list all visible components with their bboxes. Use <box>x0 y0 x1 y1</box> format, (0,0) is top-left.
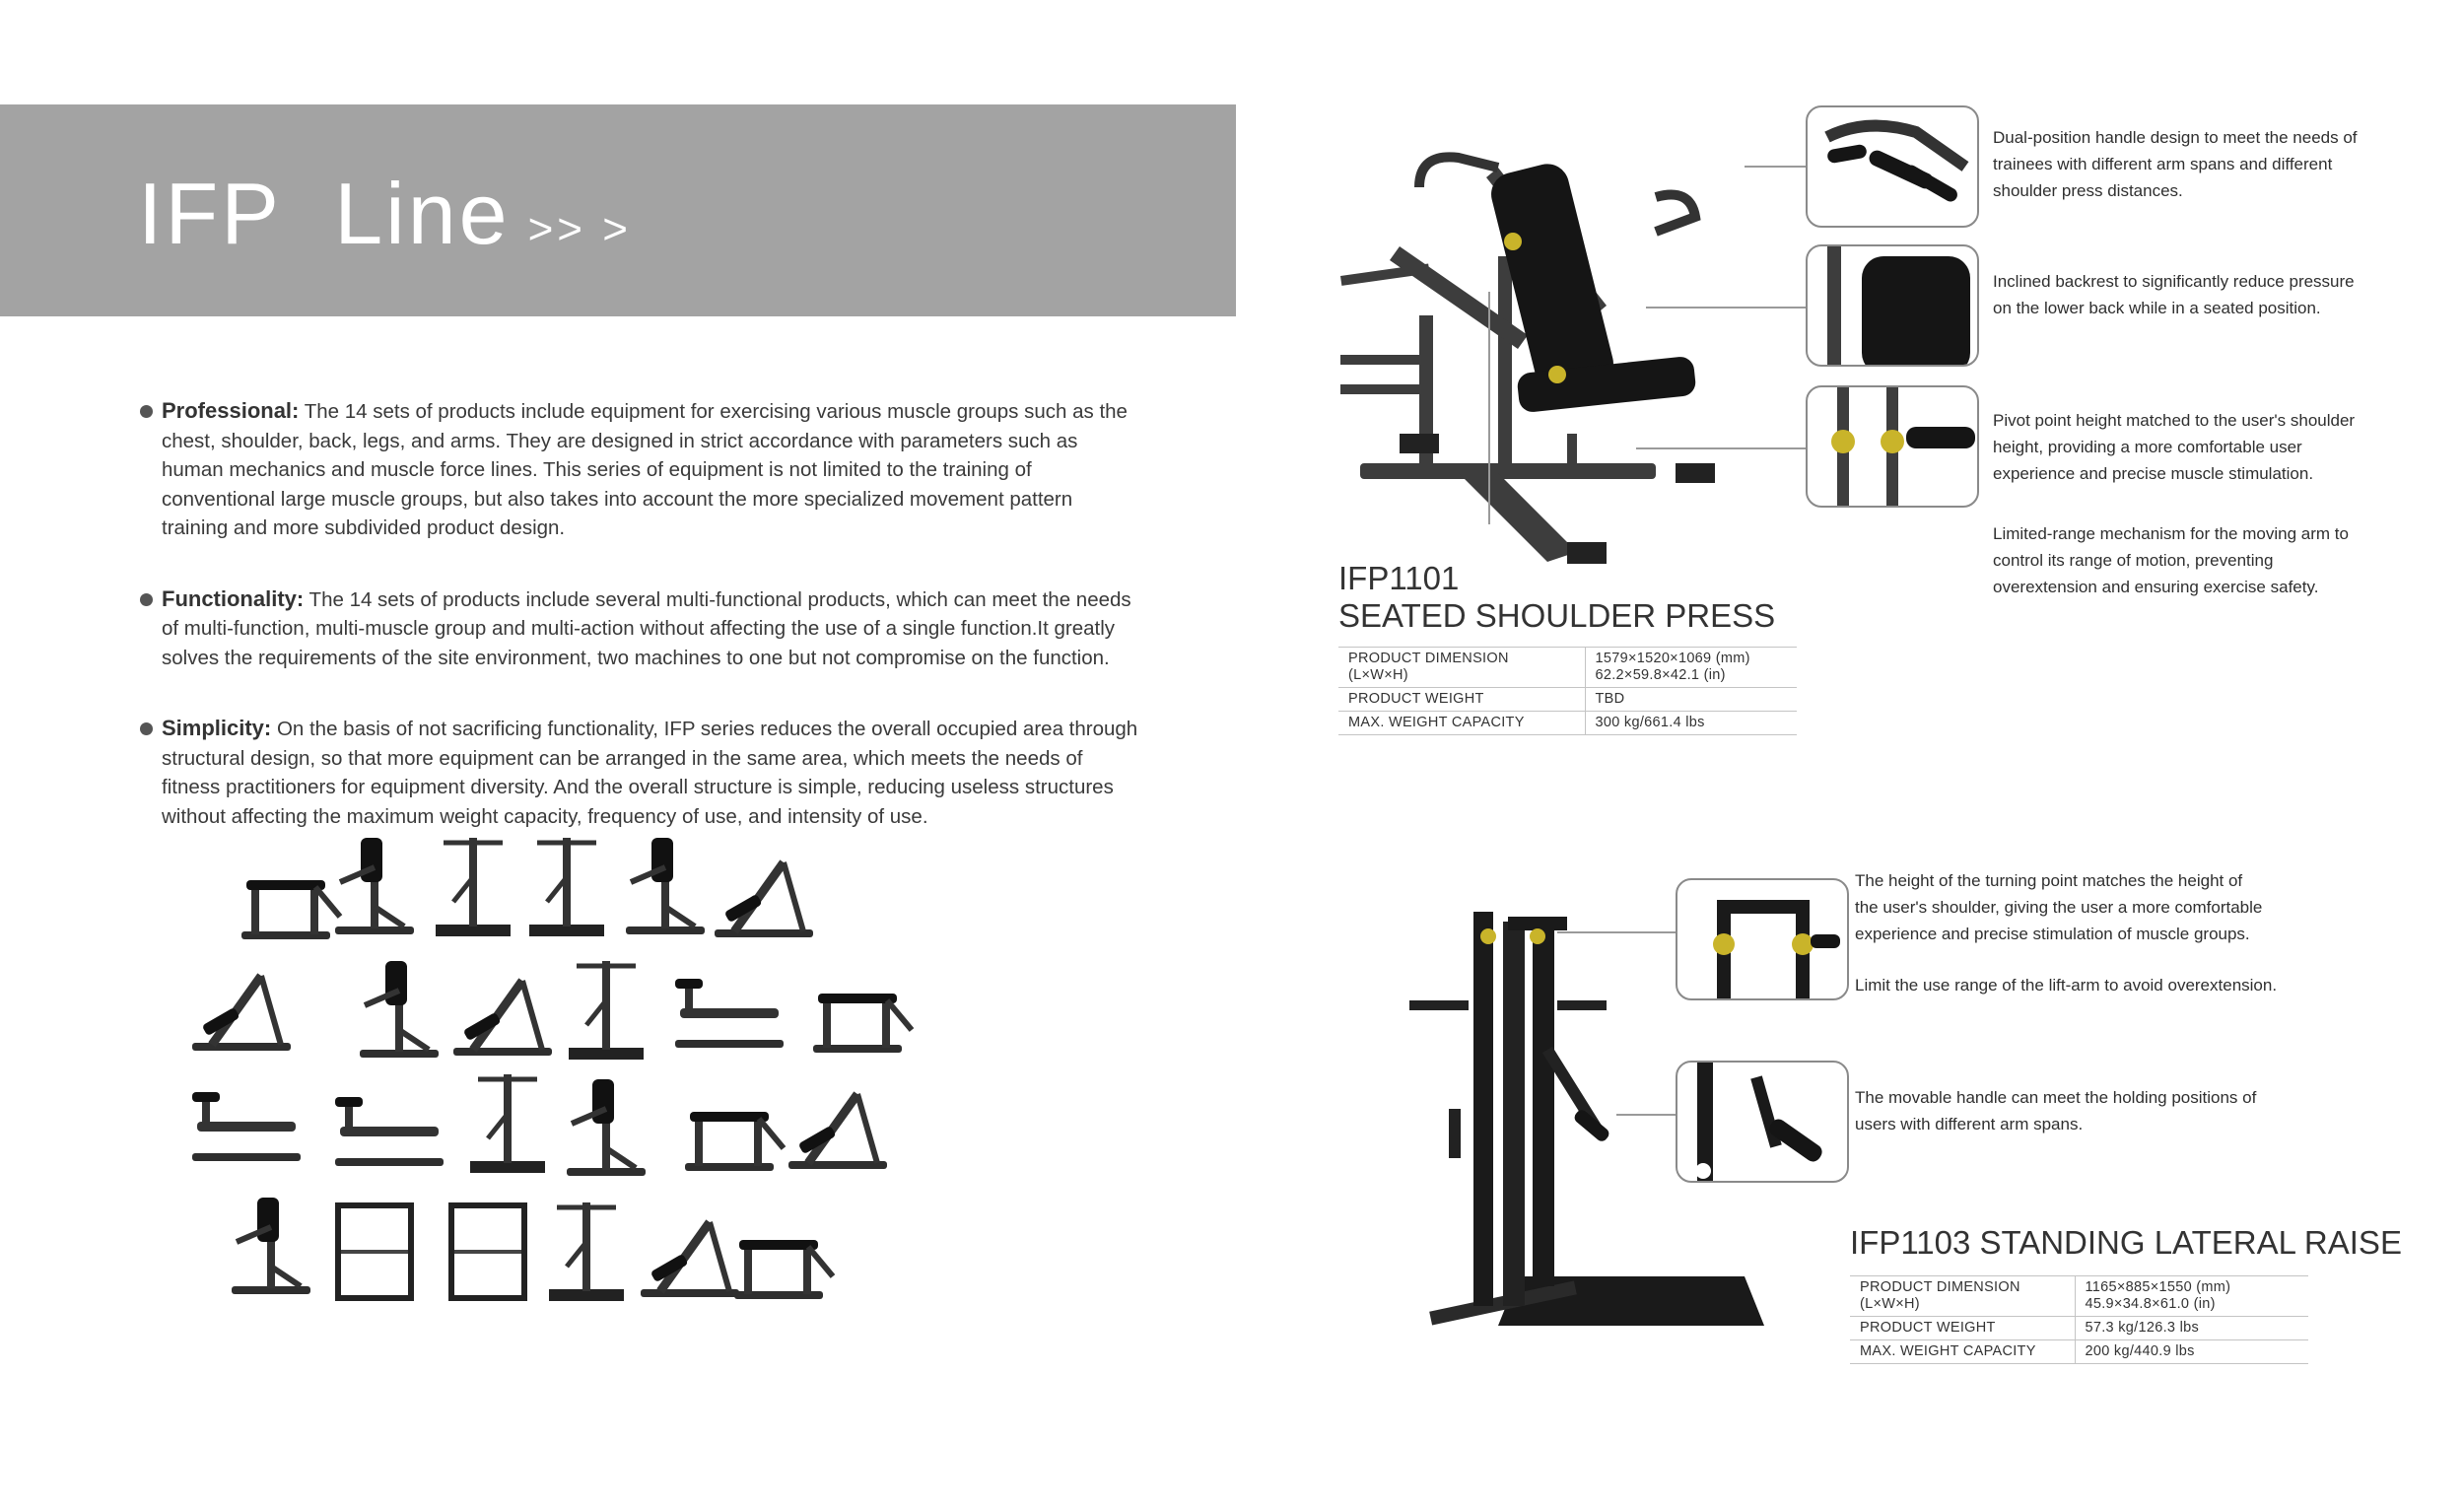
feature-text: The 14 sets of products include several multi-functional products, which can meet the needs of multi-function, multi-muscle group and multi-action without affecting the use of a single function.It greatly solves the requirements of the site environment, two machines to one but not compromise on the function. <box>162 587 1131 669</box>
banner-title-text: IFP Line <box>138 165 511 262</box>
callout-text-pivot: Pivot point height matched to the user's shoulder height, providing a more comfortable user experience and precise muscle stimulation. <box>1993 411 2356 483</box>
feature-list <box>138 396 1143 872</box>
spec-row <box>1850 1317 2308 1340</box>
spec-value <box>2075 1276 2308 1317</box>
bullet-dot-icon <box>140 405 153 418</box>
feature-simplicity <box>138 714 1143 831</box>
spec-label: PRODUCT WEIGHT <box>1850 1317 2075 1340</box>
spec-row <box>1338 648 1797 688</box>
spec-row <box>1850 1276 2308 1317</box>
banner-arrows: >> > <box>527 205 632 253</box>
leader-line <box>1646 307 1806 309</box>
callout-text-backrest: Inclined backrest to significantly reduce pressure on the lower back while in a seated position. <box>1993 272 2355 317</box>
feature-functionality <box>138 584 1143 673</box>
product-2-title: IFP1103 STANDING LATERAL RAISE <box>1850 1224 2402 1261</box>
spec-value: 300 kg/661.4 lbs <box>1585 712 1797 735</box>
spec-label-line: PRODUCT DIMENSION <box>1860 1279 2020 1295</box>
callout-text-handle-2: The movable handle can meet the holding positions of users with different arm spans. <box>1855 1088 2257 1133</box>
callout-text-pivot-2: The height of the turning point matches the height of the user's shoulder, giving the user a more comfortable experience and precise stimulation of muscle groups. <box>1855 871 2263 943</box>
spec-label: MAX. WEIGHT CAPACITY <box>1850 1340 2075 1364</box>
feature-lead: Simplicity: <box>162 716 272 740</box>
header-banner <box>0 104 1236 316</box>
spec-value: 200 kg/440.9 lbs <box>2075 1340 2308 1364</box>
detail-backrest-image <box>1806 244 1979 367</box>
seated-shoulder-press-image <box>1301 138 1774 572</box>
equipment-collage-image <box>187 838 1074 1419</box>
callout-text-handle: Dual-position handle design to meet the needs of trainees with different arm spans and different shoulder press distances. <box>1993 128 2358 200</box>
spec-row <box>1338 712 1797 735</box>
spec-label-line: (L×W×H) <box>1348 667 1408 683</box>
leader-line <box>1557 931 1676 933</box>
product-1-spec-table <box>1338 647 1797 735</box>
callout-text-limit: Limited-range mechanism for the moving arm to control its range of motion, preventing overextension and ensuring exercise safety. <box>1993 524 2349 596</box>
detail-pivot-image <box>1806 385 1979 508</box>
spec-row <box>1338 688 1797 712</box>
spec-label: MAX. WEIGHT CAPACITY <box>1338 712 1585 735</box>
feature-professional <box>138 396 1143 543</box>
feature-lead: Functionality: <box>162 585 305 611</box>
product-1-title <box>1338 560 1775 635</box>
detail-handle-2-image <box>1676 1061 1849 1183</box>
spec-label <box>1850 1276 2075 1317</box>
spec-row <box>1850 1340 2308 1364</box>
spec-value-line: 45.9×34.8×61.0 (in) <box>2085 1296 2216 1312</box>
product-1-model: IFP1101 <box>1338 560 1460 596</box>
product-1-name: SEATED SHOULDER PRESS <box>1338 597 1776 634</box>
spec-label: PRODUCT WEIGHT <box>1338 688 1585 712</box>
banner-title <box>138 164 632 264</box>
callout-text-limit-2: Limit the use range of the lift-arm to avoid overextension. <box>1855 976 2278 995</box>
spec-value-line: 62.2×59.8×42.1 (in) <box>1595 667 1726 683</box>
spec-label-line: PRODUCT DIMENSION <box>1348 651 1509 666</box>
spec-value-line: 1165×885×1550 (mm) <box>2085 1279 2231 1295</box>
spec-label-line: (L×W×H) <box>1860 1296 1920 1312</box>
spec-value <box>1585 648 1797 688</box>
product-2-spec-table <box>1850 1275 2308 1364</box>
leader-line <box>1488 292 1490 524</box>
spec-label <box>1338 648 1585 688</box>
detail-handle-image <box>1806 105 1979 228</box>
detail-pivot-2-image <box>1676 878 1849 1000</box>
leader-line <box>1745 166 1806 168</box>
bullet-dot-icon <box>140 722 153 735</box>
leader-line <box>1616 1114 1676 1116</box>
bullet-dot-icon <box>140 593 153 606</box>
spec-value: 57.3 kg/126.3 lbs <box>2075 1317 2308 1340</box>
spec-value: TBD <box>1585 688 1797 712</box>
feature-text: On the basis of not sacrificing functionality, IFP series reduces the overall occupied area through structural design, so that more equipment can be arranged in the same area, which meets the needs of fitness practitioners for equipment diversity. And the overall structure is simple, reducing useless structures without affecting the maximum weight capacity, frequency of use, and intensity of use. <box>162 718 1138 828</box>
feature-lead: Professional: <box>162 398 300 423</box>
feature-text: The 14 sets of products include equipment for exercising various muscle groups such as the chest, shoulder, back, legs, and arms. They are designed in strict accordance with parameters such as human mechanics and muscle force lines. This series of equipment is not limited to the training of conventional large muscle groups, but also takes into account the more specialized movement pattern training and more subdivided product design. <box>162 400 1128 539</box>
spec-value-line: 1579×1520×1069 (mm) <box>1595 651 1750 666</box>
leader-line <box>1636 447 1806 449</box>
